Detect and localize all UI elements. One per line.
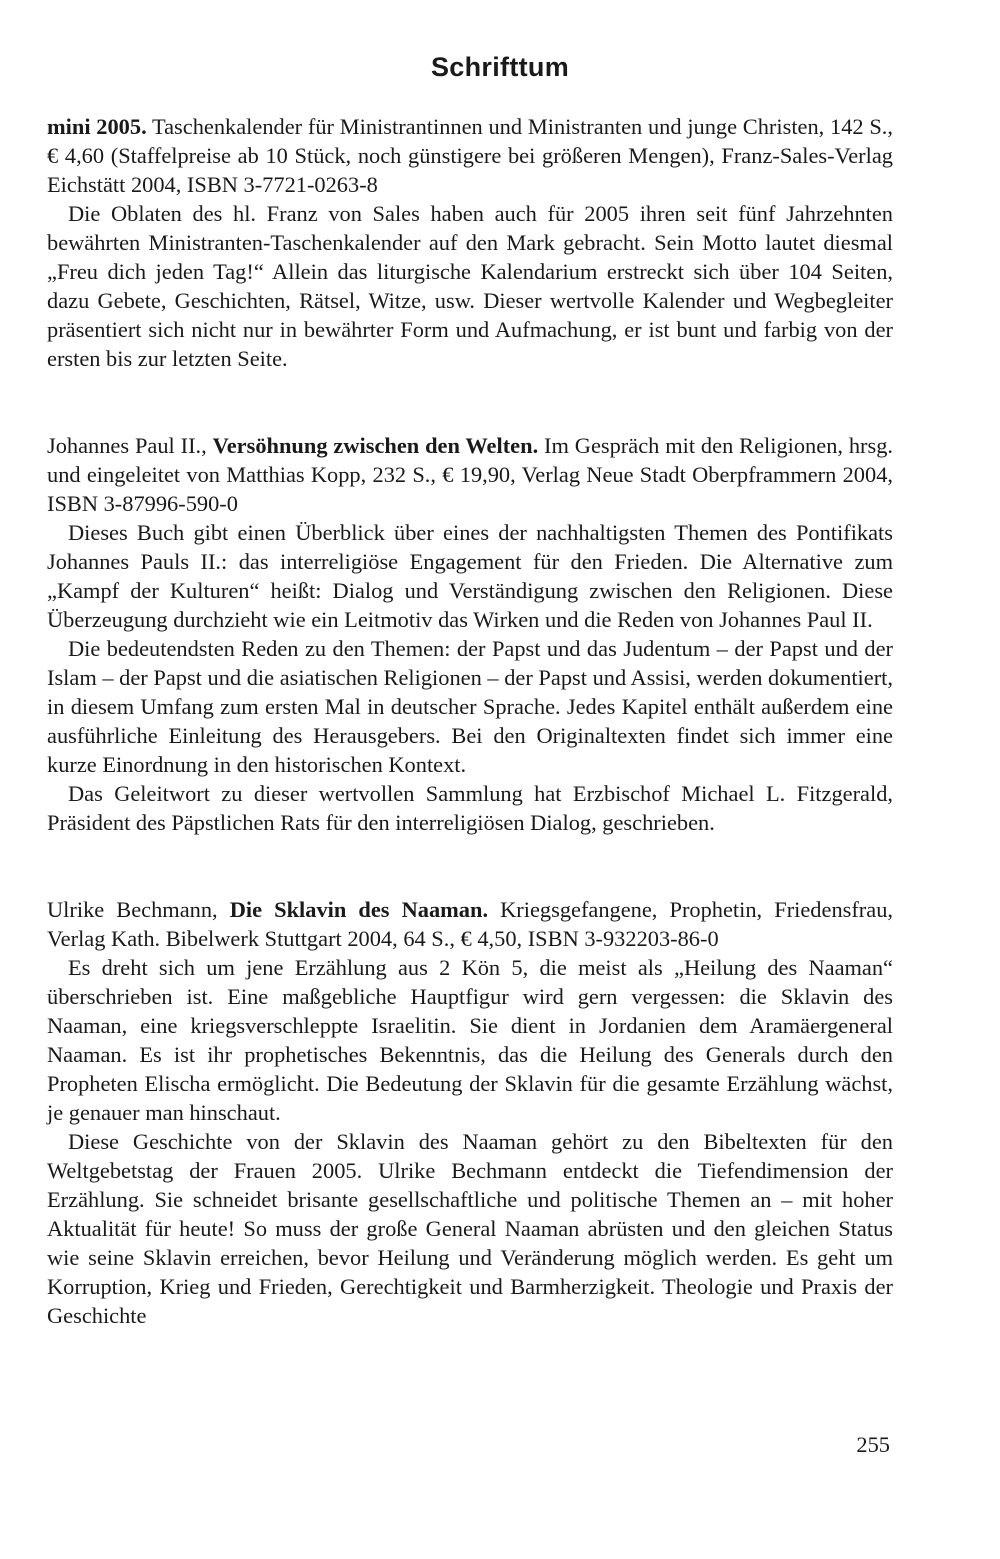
bibliographic-entry [47,895,893,953]
entry-title: Versöhnung zwischen den Welten. [212,433,539,458]
review-entry-mini-2005 [47,112,893,373]
entry-details: Im Gespräch mit den Religionen, hrsg. und eingeleitet von Matthias Kopp, 232 S., € 19,90, Verlag Neue Stadt Oberpframmern 2004, ISBN 3-87996-590-0 [47,433,894,516]
review-entry-sklavin-des-naaman [47,895,893,1330]
page-number: 255 [856,1432,890,1457]
entry-author: Johannes Paul II., [47,433,213,458]
review-paragraph: Das Geleitwort zu dieser wertvollen Sammlung hat Erzbischof Michael L. Fitzgerald, Präsident des Päpstlichen Rats für den interreligiösen Dialog, geschrieben. [47,781,893,835]
review-paragraph: Diese Geschichte von der Sklavin des Naaman gehört zu den Bibeltexten für den Weltgebetstag der Frauen 2005. Ulrike Bechmann entdeckt die Tiefendimension der Erzählung. Sie schneidet brisante gesellschaftliche und politische Themen an – mit hoher Aktualität für heute! So muss der große General Naaman abrüsten und den gleichen Status wie seine Sklavin erreichen, bevor Heilung und Veränderung möglich werden. Es geht um Korruption, Krieg und Frieden, Gerechtigkeit und Barmherzigkeit. Theologie und Praxis der Geschichte [47,1129,893,1328]
entry-author: Ulrike Bechmann, [47,897,230,922]
entry-title: mini 2005. [47,114,147,139]
entry-details: Kriegsgefangene, Prophetin, Friedensfrau, Verlag Kath. Bibelwerk Stuttgart 2004, 64 S., € 4,50, ISBN 3-932203-86-0 [47,897,893,951]
review-entry-versoehnung [47,431,893,837]
page-header-title: Schrifttum [431,52,569,82]
review-paragraph: Dieses Buch gibt einen Überblick über eines der nachhaltigsten Themen des Pontifikats Johannes Pauls II.: das interreligiöse Engagement für den Frieden. Die Alternative zum „Kampf der Kulturen“ heißt: Dialog und Verständigung zwischen den Religionen. Diese Überzeugung durchzieht wie ein Leitmotiv das Wirken und die Reden von Johannes Paul II. [47,520,893,632]
bibliographic-entry [47,431,893,518]
page-content [47,112,893,1330]
bibliographic-entry [47,112,893,199]
review-paragraph: Die Oblaten des hl. Franz von Sales haben auch für 2005 ihren seit fünf Jahrzehnten bewährten Ministranten-Taschenkalender auf den Mark gebracht. Sein Motto lautet diesmal „Freu dich jeden Tag!“ Allein das liturgische Kalendarium erstreckt sich über 104 Seiten, dazu Gebete, Geschichten, Rätsel, Witze, usw. Dieser wertvolle Kalender und Wegbegleiter präsentiert sich nicht nur in bewährter Form und Aufmachung, er ist bunt und farbig von der ersten bis zur letzten Seite. [47,201,893,371]
entry-details: Taschenkalender für Ministrantinnen und Ministranten und junge Christen, 142 S., € 4,60 (Staffelpreise ab 10 Stück, noch günstigere bei größeren Mengen), Franz-Sales-Verlag Eichstätt 2004, ISBN 3-7721-0263-8 [47,114,893,197]
review-paragraph: Es dreht sich um jene Erzählung aus 2 Kön 5, die meist als „Heilung des Naaman“ überschrieben ist. Eine maßgebliche Hauptfigur wird gern vergessen: die Sklavin des Naaman, eine kriegsverschleppte Israelitin. Sie dient in Jordanien dem Aramäergeneral Naaman. Es ist ihr prophetisches Bekenntnis, das die Heilung des Generals durch den Propheten Elischa ermöglicht. Die Bedeutung der Sklavin für die gesamte Erzählung wächst, je genauer man hinschaut. [47,955,893,1125]
entry-title: Die Sklavin des Naaman. [229,897,489,922]
review-paragraph: Die bedeutendsten Reden zu den Themen: der Papst und das Judentum – der Papst und der Islam – der Papst und die asiatischen Religionen – der Papst und Assisi, werden dokumentiert, in diesem Umfang zum ersten Mal in deutscher Sprache. Jedes Kapitel enthält außerdem eine ausführliche Einleitung des Herausgebers. Bei den Originaltexten findet sich immer eine kurze Einordnung in den historischen Kontext. [47,636,893,777]
